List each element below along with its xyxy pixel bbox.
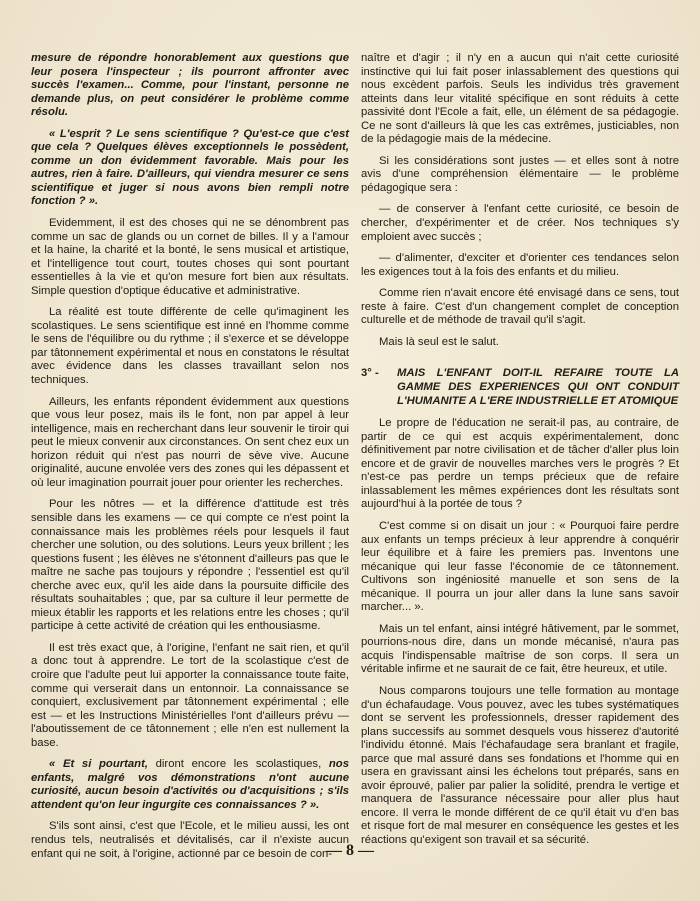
paragraph: S'ils sont ainsi, c'est que l'Ecole, et le milieu aussi, les ont rendus tels, neutralisés et dévitalisés, car il n'existe aucun enfant qui ne soit, à l'origine, actionné par ce besoin de con- <box>31 820 349 860</box>
section-title: MAIS L'ENFANT DOIT-IL REFAIRE TOUTE LA GAMME DES EXPERIENCES QUI ONT CONDUIT L'HUMANITE A L'ERE INDUSTRIELLE ET ATOMIQUE <box>397 367 679 407</box>
quote-paragraph: « L'esprit ? Le sens scientifique ? Qu'est-ce que c'est que cela ? Quelques élèves exceptionnels le possèdent, comme un don évidemment favorable. Mais pour les autres, rien à faire. D'ailleurs, qui viendra mesurer ce sens scientifique et juger si nous avons bien rempli notre fonction ? ». <box>31 127 349 208</box>
list-item: — de conserver à l'enfant cette curiosité, ce besoin de chercher, d'expérimenter et de créer. Nos techniques s'y emploient avec succès ; <box>361 203 679 243</box>
paragraph: Il est très exact que, à l'origine, l'enfant ne sait rien, et qu'il a donc tout à apprendre. Le tort de la scolastique c'est de croire que l'adulte peut lui apporter la connaissance toute faite, comme qui verserait dans un entonnoir. La connaissance se conquiert, exclusivement par tâtonnement expérimental ; elle est — et les Instructions Ministérielles l'ont d'ailleurs prévu — l'aboutissement de ce tâtonnement ; elle n'en est nullement la base. <box>31 641 349 749</box>
paragraph: Mais un tel enfant, ainsi intégré hâtivement, par le sommet, pourrions-nous dire, dans un monde mécanisé, n'aura pas acquis l'indispensable maîtrise de son corps. Il sera un véritable infirme et ne saurait de ce fait, être heureux, et utile. <box>361 622 679 676</box>
paragraph: Comme rien n'avait encore été envisagé dans ce sens, tout reste à faire. C'est d'un changement complet de conception culturelle et de méthode de travail qu'il s'agit. <box>361 287 679 327</box>
page-number: — 8 — <box>326 842 374 859</box>
quote-start: « Et si pourtant, <box>49 758 148 771</box>
paragraph: C'est comme si on disait un jour : « Pourquoi faire perdre aux enfants un temps précieux à leur apprendre à conquérir leur équilibre et à faire les premiers pas. Inventons une mécanique qui leur fasse l'économie de ce tâtonnement. Cultivons son ingéniosité manuelle et son sens de la mécanique. Il pourra un jour aller dans la lune sans savoir marcher... ». <box>361 520 679 614</box>
paragraph: Ailleurs, les enfants répondent évidemment aux questions que vous leur posez, mais ils le font, non par appel à leur intelligence, mais en recherchant dans leur souvenir le tiroir qui peut le mieux convenir aux circonstances. On sent chez eux un horizon réduit qui n'est pas nourri de sève vive. Aucune originalité, aucune envolée vers des zones qui les dépassent et où leur imagination pourrait jouer pour orienter les recherches. <box>31 395 349 489</box>
paragraph: Pour les nôtres — et la différence d'attitude est très sensible dans les examens — ce qui compte ce n'est point la connaissance mais les problèmes réels pour lesquels il faut chercher une solution, ou des solutions. Leurs yeux brillent ; les questions fusent ; les élèves ne s'étonnent d'ailleurs pas que le maître ne sache pas toujours y répondre ; l'essentiel est qu'il cherche avec eux, qu'il les aide dans la poursuite difficile des résultats souhaitables ; que, par sa culture il leur permette de mieux établir les rapports et les relations entre les choses ; qu'il participe à cette activité de création qui les enthousiasme. <box>31 498 349 633</box>
quote-attribution: diront encore les scolastiques, <box>147 758 329 771</box>
paragraph: Mais là seul est le salut. <box>379 335 499 348</box>
section-number: 3° - <box>361 367 379 380</box>
paragraph: Le propre de l'éducation ne serait-il pas, au contraire, de partir de ce qui est acquis expérimentalement, donc définitivement par notre civilisation et de tâcher d'aller plus loin encore et de gravir de nouvelles marches vers le progrès ? Et n'est-ce pas perdre un temps précieux que de refaire inlassablement les mêmes expériences dont les résultats sont aujourd'hui à la portée de tous ? <box>361 417 679 511</box>
paragraph: Si les considérations sont justes — et elles sont à notre avis d'une compréhension élémentaire — le problème pédagogique sera : <box>361 154 679 194</box>
right-column <box>361 52 679 856</box>
paragraph: mesure de répondre honorablement aux questions que leur posera l'inspecteur ; ils pourront affronter avec succès l'examen... Comme, pour l'instant, personne ne demande plus, on peut considérer le problème comme résolu. <box>31 52 349 119</box>
left-column <box>31 52 349 869</box>
paragraph: La réalité est toute différente de celle qu'imaginent les scolastiques. Le sens scientifique est inné en l'homme comme le sens de l'équilibre ou du rythme ; il s'exerce et se développe par tâtonnement expérimental et nous en constatons le résultat avec évidence dans les classes travaillant selon nos techniques. <box>31 306 349 387</box>
quote-end: nos enfants, malgré vos démonstrations n'ont aucune curiosité, aucun besoin d'activités ou d'acquisitions ; s'ils attendent qu'on leur ingurgite ces connaissances ? ». <box>31 758 349 811</box>
paragraph: naître et d'agir ; il n'y en a aucun qui n'ait cette curiosité instinctive qui lui fait poser inlassablement des questions qui nous excèdent parfois. Seuls les individus très gravement atteints dans leur vitalité spécifique en sont réduits à cette passivité dont l'Ecole a fait, elle, un élément de sa pédagogie. Ce ne sont d'ailleurs là que les cas extrêmes, justiciables, non de la pédagogie mais de la médecine. <box>361 52 679 146</box>
quote-paragraph <box>31 758 349 812</box>
list-item: — d'alimenter, d'exciter et d'orienter ces tendances selon les exigences tout à la fois des enfants et du milieu. <box>361 252 679 278</box>
section-heading <box>361 367 679 408</box>
paragraph: Evidemment, il est des choses qui ne se dénombrent pas comme un sac de glands ou un cornet de billes. Il y a l'amour et la haine, la charité et la bonté, le sens musical et artistique, et l'intelligence tout court, toutes choses qui sont pourtant essentielles à la vie et qu'on mesure fort bien aux résultats. Simple question d'optique éducative et administrative. <box>31 217 349 297</box>
paragraph: Nous comparons toujours une telle formation au montage d'un échafaudage. Vous pouvez, avec les tubes systématiques dont se servent les professionnels, dresser rapidement des plans successifs au sommet desquels vous hisserez d'autorité l'individu étonné. Mais l'échafaudage sera branlant et fragile, parce que mal assuré dans ses fondations et l'homme qui en usera en gravissant ainsi les échelons tout préparés, sans en avoir éprouvé, palier par palier la solidité, prendra le vertige et manquera de l'assurance nécessaire pour aller plus haut encore. Il verra le monde différent de ce qu'il était vu d'en bas et risque fort de mal mesurer en conséquence les gestes et les réactions qu'exigent son travail et sa sécurité. <box>361 685 679 847</box>
